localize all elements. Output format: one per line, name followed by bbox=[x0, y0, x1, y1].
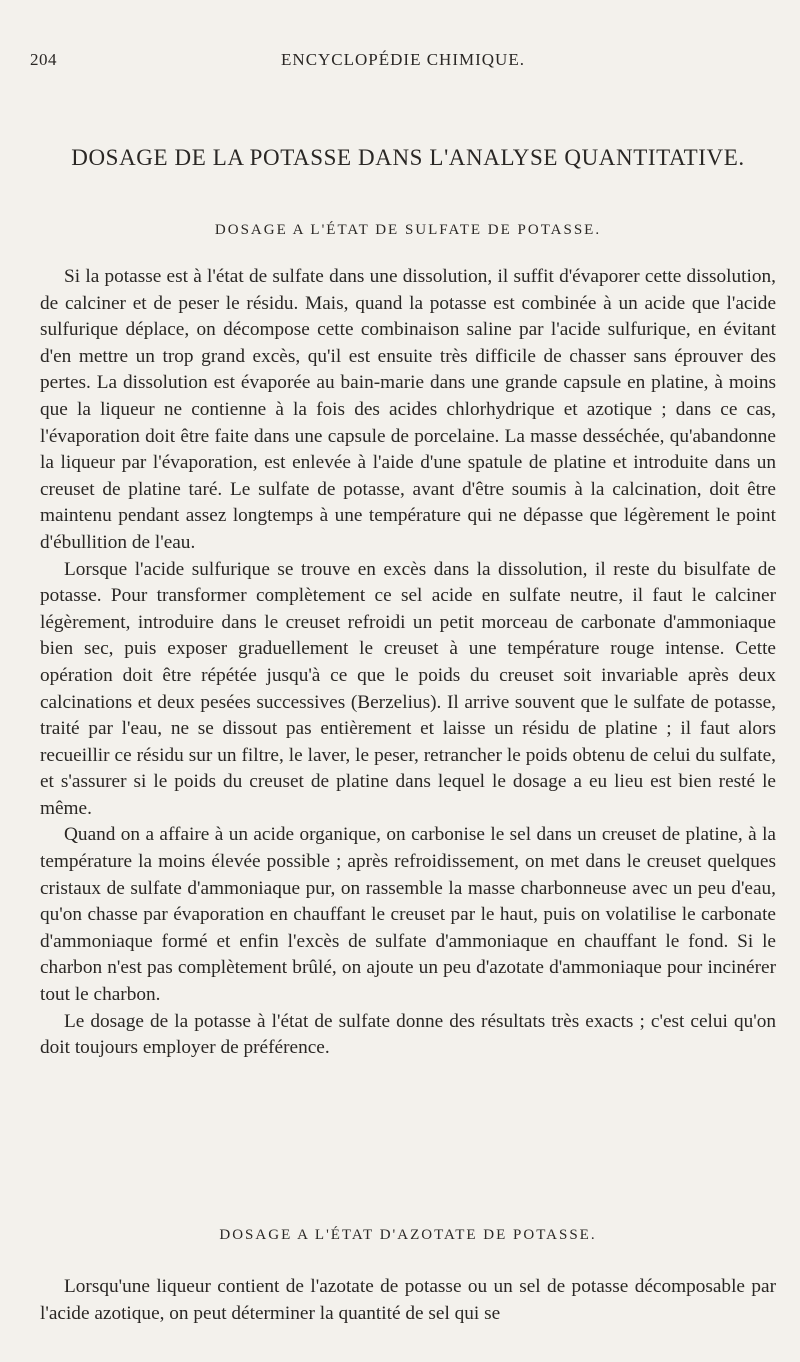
section-body-azotate bbox=[40, 1274, 776, 1327]
section-heading-sulfate: DOSAGE A L'ÉTAT DE SULFATE DE POTASSE. bbox=[214, 222, 602, 238]
running-header bbox=[30, 50, 776, 78]
paragraph: Lorsqu'une liqueur contient de l'azotate de potasse ou un sel de potasse décomposable par l'acide azotique, on peut déterminer la quantité de sel qui se bbox=[40, 1276, 776, 1324]
paragraph: Lorsque l'acide sulfurique se trouve en excès dans la dissolution, il reste du bisulfate de potasse. Pour transformer complètement ce sel acide en sulfate neutre, il faut le calciner légèrement, introduire dans le creuset refroidi un petit morceau de carbonate d'ammoniaque bien sec, puis exposer graduellement le creuset à une température rouge intense. Cette opération doit être répétée jusqu'à ce que le poids du creuset soit invariable après deux calcinations et deux pesées successives (Berzelius). Il arrive souvent que le sulfate de potasse, traité par l'eau, ne se dissout pas entièrement et laisse un résidu de platine ; il faut alors recueillir ce résidu sur un filtre, le laver, le peser, retrancher le poids obtenu de celui du sulfate, et s'assurer si le poids du creuset de platine dans lequel le dosage a eu lieu est bien resté le même. bbox=[40, 558, 776, 819]
page-number: 204 bbox=[30, 50, 57, 69]
running-title: ENCYCLOPÉDIE CHIMIQUE. bbox=[281, 50, 525, 69]
paragraph: Le dosage de la potasse à l'état de sulfate donne des résultats très exacts ; c'est celui qu'on doit toujours employer de préférence. bbox=[40, 1010, 776, 1059]
section-body-sulfate bbox=[40, 264, 776, 1062]
page-title: DOSAGE DE LA POTASSE DANS L'ANALYSE QUANTITATIVE. bbox=[71, 145, 745, 170]
section-heading-azotate: DOSAGE A L'ÉTAT D'AZOTATE DE POTASSE. bbox=[219, 1227, 597, 1243]
paragraph: Si la potasse est à l'état de sulfate dans une dissolution, il suffit d'évaporer cette dissolution, de calciner et de peser le résidu. Mais, quand la potasse est combinée à un acide que l'acide sulfurique déplace, on décompose cette combinaison saline par l'acide sulfurique, en évitant d'en mettre un trop grand excès, qu'il est ensuite très difficile de chasser sans éprouver des pertes. La dissolution est évaporée au bain-marie dans une grande capsule en platine, à moins que la liqueur ne contienne à la fois des acides chlorhydrique et azotique ; dans ce cas, l'évaporation doit être faite dans une capsule de porcelaine. La masse desséchée, qu'abandonne la liqueur par l'évaporation, est enlevée à l'aide d'une spatule de platine et introduite dans un creuset de platine taré. Le sulfate de potasse, avant d'être soumis à la calcination, doit être maintenu pendant assez longtemps à une température qui ne dépasse que légèrement le point d'ébullition de l'eau. bbox=[40, 266, 776, 553]
paragraph: Quand on a affaire à un acide organique, on carbonise le sel dans un creuset de platine, à la température la moins élevée possible ; après refroidissement, on met dans le creuset quelques cristaux de sulfate d'ammoniaque pur, on rassemble la masse charbonneuse avec un peu d'eau, qu'on chasse par évaporation en chauffant le creuset par le haut, puis on volatilise le carbonate d'ammoniaque formé et enfin l'excès de sulfate d'ammoniaque en chauffant le fond. Si le charbon n'est pas complètement brûlé, on ajoute un peu d'azotate d'ammoniaque pour incinérer tout le charbon. bbox=[40, 824, 776, 1006]
